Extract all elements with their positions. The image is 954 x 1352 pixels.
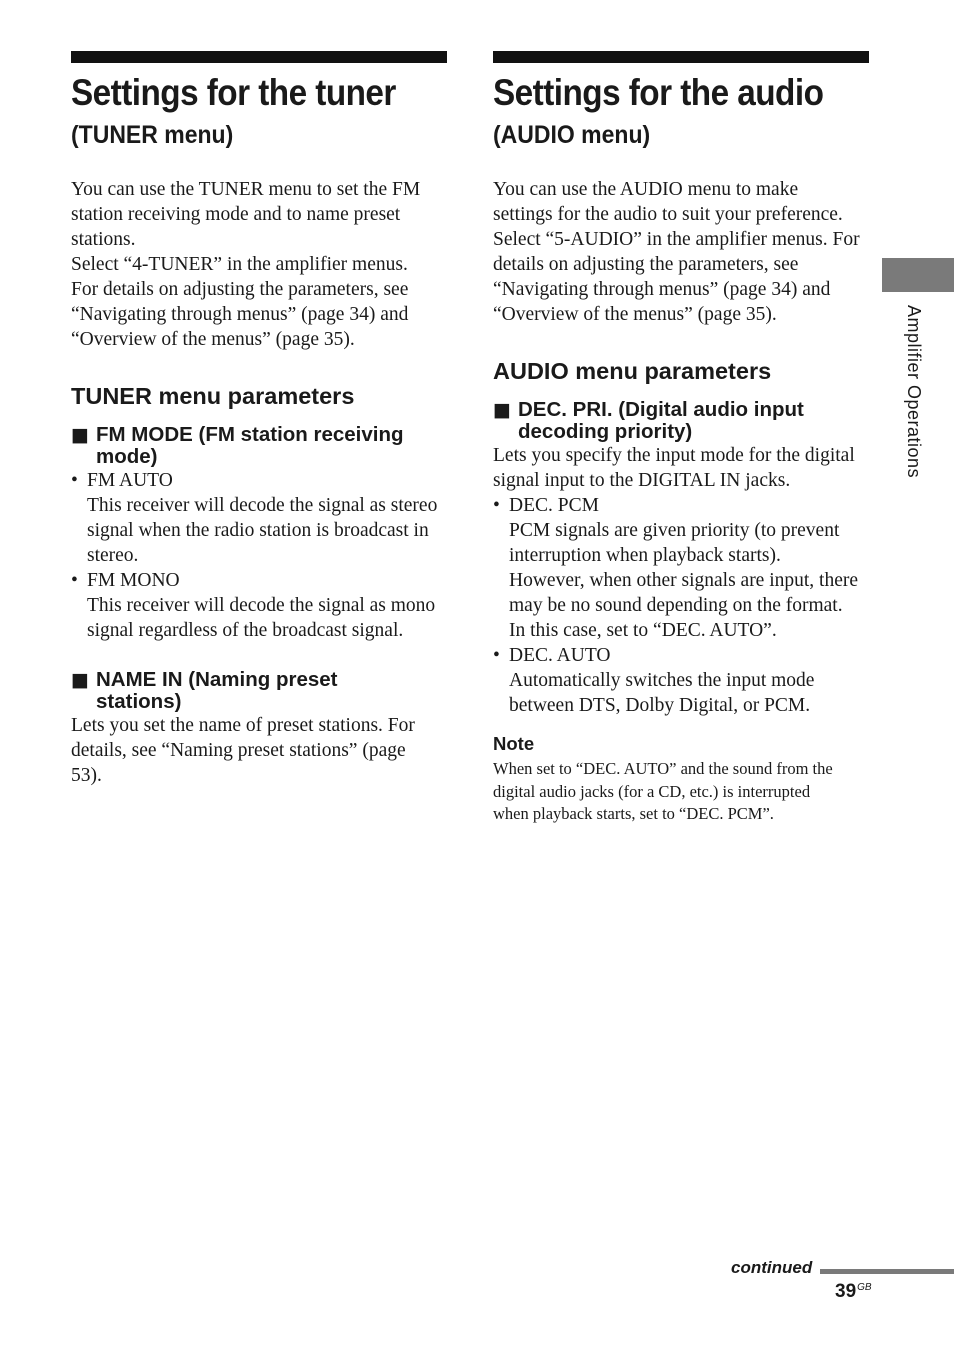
subtitle-audio-menu: (AUDIO menu) bbox=[493, 121, 651, 149]
tuner-params-heading: TUNER menu parameters bbox=[71, 383, 355, 409]
page-title-tuner: Settings for the tuner bbox=[71, 72, 396, 113]
section-tab-marker bbox=[882, 258, 954, 292]
tuner-intro: You can use the TUNER menu to set the FM station receiving mode and to name preset stations. Select “4-TUNER” in the amplifier menus. For details on adjusting the parameters, see “Navigating through menus” (page 34) and “Overview of the menus” (page 35). bbox=[71, 179, 421, 350]
subtitle-tuner-menu: (TUNER menu) bbox=[71, 121, 234, 149]
fm-mono-description: This receiver will decode the signal as mono signal regardless of the broadcast signal. bbox=[87, 595, 436, 641]
title-rule bbox=[71, 51, 447, 63]
audio-column bbox=[493, 51, 869, 826]
bullet-dot: • bbox=[71, 570, 78, 591]
square-bullet-icon: ■ bbox=[71, 424, 89, 446]
fm-mode-heading: ■ FM MODE (FM station receiving mode) bbox=[71, 423, 404, 468]
title-rule bbox=[493, 51, 869, 63]
square-bullet-icon: ■ bbox=[71, 669, 89, 691]
dec-pri-description: Lets you specify the input mode for the digital signal input to the DIGITAL IN jacks. bbox=[493, 445, 855, 491]
square-bullet-icon: ■ bbox=[493, 399, 511, 421]
note-text: When set to “DEC. AUTO” and the sound from the digital audio jacks (for a CD, etc.) is interrupted when playback starts, set to “DEC. PCM”. bbox=[493, 759, 833, 823]
bullet-dot: • bbox=[493, 495, 500, 516]
continued-label: continued bbox=[731, 1258, 813, 1277]
list-item: • DEC. AUTO bbox=[493, 645, 611, 666]
side-section-label: Amplifier Operations bbox=[904, 305, 924, 479]
page-title-audio: Settings for the audio bbox=[493, 72, 824, 113]
list-item: • DEC. PCM bbox=[493, 495, 599, 516]
continued-bar bbox=[820, 1269, 954, 1274]
dec-auto-description: Automatically switches the input mode between DTS, Dolby Digital, or PCM. bbox=[509, 670, 815, 716]
bullet-dot: • bbox=[71, 470, 78, 491]
dec-pri-heading: ■ DEC. PRI. (Digital audio input decoding priority) bbox=[493, 398, 804, 443]
audio-params-heading: AUDIO menu parameters bbox=[493, 358, 772, 384]
name-in-description: Lets you set the name of preset stations. For details, see “Naming preset stations” (page 53). bbox=[71, 715, 415, 786]
name-in-heading: ■ NAME IN (Naming preset stations) bbox=[71, 668, 338, 713]
bullet-dot: • bbox=[493, 645, 500, 666]
page-number: $39^{GB}$ bbox=[835, 1281, 872, 1302]
dec-pcm-description: PCM signals are given priority (to prevent interruption when playback starts). However, when other signals are input, there may be no sound depending on the format. In this case, set to “DEC. AUTO”. bbox=[509, 520, 859, 641]
page-suffix: GB bbox=[857, 1282, 872, 1293]
list-item: • FM AUTO bbox=[71, 470, 173, 491]
fm-auto-description: This receiver will decode the signal as stereo signal when the radio station is broadcast in stereo. bbox=[87, 495, 438, 566]
list-item: • FM MONO bbox=[71, 570, 180, 591]
note-heading: Note bbox=[493, 733, 535, 754]
audio-intro: You can use the AUDIO menu to make settings for the audio to suit your preference. Select “5-AUDIO” in the amplifier menus. For details on adjusting the parameters, see “Navigating through menus” (page 34) and “Overview of the menus” (page 35). bbox=[493, 179, 860, 325]
tuner-column bbox=[71, 51, 447, 788]
